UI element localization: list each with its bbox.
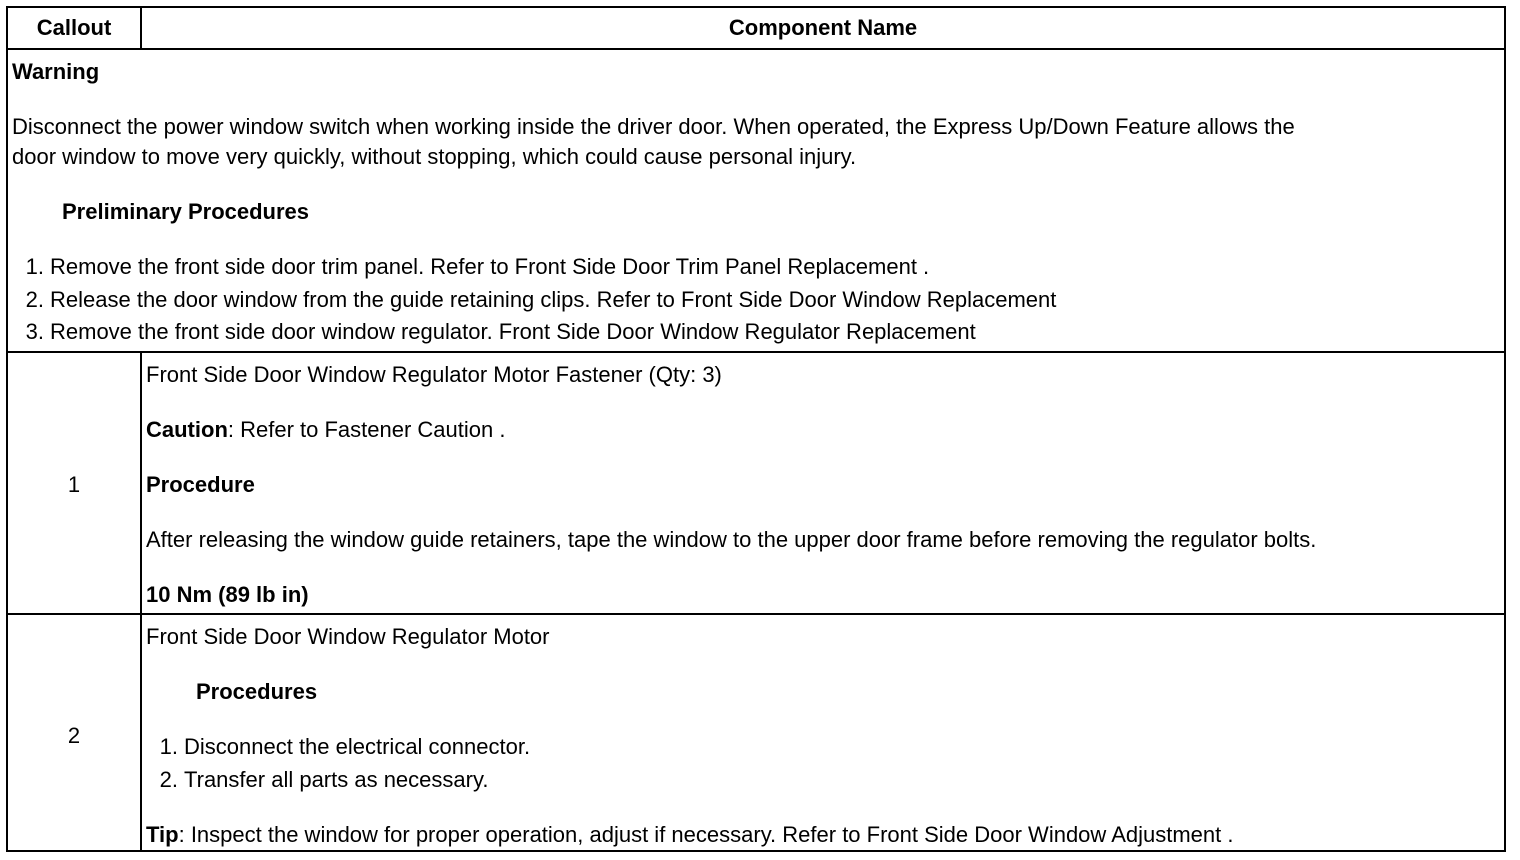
component-name: Front Side Door Window Regulator Motor Fastener (Qty: 3) [146, 362, 722, 387]
callout-number: 2 [67, 723, 81, 748]
procedures-title: Procedures [196, 679, 318, 704]
procedure-text: After releasing the window guide retainers, tape the window to the upper door frame before removing the regulator bolts. [146, 527, 1317, 552]
procedure-table [6, 6, 1506, 852]
step-number: 3. [25, 319, 44, 344]
caution-text: : Refer to Fastener Caution . [227, 417, 506, 442]
caution-note [146, 417, 505, 443]
header-component-name: Component Name [728, 15, 918, 40]
preliminary-step [14, 254, 929, 280]
step-number: 2. [25, 287, 44, 312]
warning-text-line-1: Disconnect the power window switch when working inside the driver door. When operated, the Express Up/Down Feature allows the [12, 114, 1295, 139]
step-text: Remove the front side door trim panel. Refer to Front Side Door Trim Panel Replacement . [50, 254, 930, 279]
tip-note [146, 822, 1233, 848]
preliminary-procedures-title: Preliminary Procedures [62, 199, 310, 224]
header-divider [140, 8, 142, 48]
procedure-step [148, 734, 530, 760]
tip-text: : Inspect the window for proper operation, adjust if necessary. Refer to Front Side Door Window Adjustment . [178, 822, 1234, 847]
preliminary-step [14, 287, 1056, 313]
torque-spec: 10 Nm (89 lb in) [146, 582, 309, 607]
warning-title: Warning [12, 59, 100, 84]
step-number: 1. [159, 734, 178, 759]
step-text: Remove the front side door window regulator. Front Side Door Window Regulator Replacement [50, 319, 976, 344]
header-rule [8, 48, 1504, 50]
caution-label: Caution [146, 417, 228, 442]
step-number: 1. [25, 254, 44, 279]
row-divider [140, 353, 142, 852]
row-rule [8, 351, 1504, 353]
procedure-step [148, 767, 488, 793]
row-rule [8, 613, 1504, 615]
step-text: Disconnect the electrical connector. [184, 734, 531, 759]
step-text: Transfer all parts as necessary. [184, 767, 489, 792]
callout-number: 1 [67, 472, 81, 497]
procedure-title: Procedure [146, 472, 255, 497]
header-callout: Callout [36, 15, 112, 40]
step-text: Release the door window from the guide retaining clips. Refer to Front Side Door Window Replacement [50, 287, 1057, 312]
tip-label: Tip [146, 822, 179, 847]
step-number: 2. [159, 767, 178, 792]
warning-text-line-2: door window to move very quickly, without stopping, which could cause personal injury. [12, 144, 857, 169]
preliminary-step [14, 319, 976, 345]
component-name: Front Side Door Window Regulator Motor [146, 624, 550, 649]
